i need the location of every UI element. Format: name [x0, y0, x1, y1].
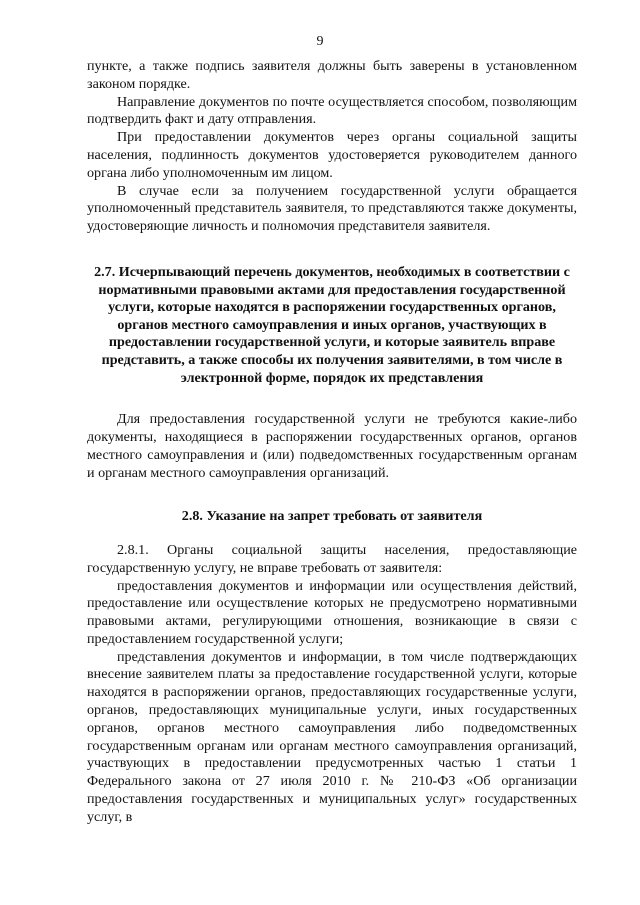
section-2-7-body: Для предоставления государственной услуги не требуются какие-либо документы, находящиеся в распоряжении государственных органов, органов местного самоуправления и (или) подведомственных государственным органам и органам местного самоуправления организаций. — [87, 411, 577, 481]
section-2-7-heading: 2.7. Исчерпывающий перечень документов, необходимых в соответствии с нормативными правовыми актами для предоставления государственной услуги, которые находятся в распоряжении государственных органов, органов местного самоуправления и иных органов, участвующих в предоставлении государственной услуги, и которые заявитель вправе представить, а также способы их получения заявителями, в том числе в электронной форме, порядок их представления — [94, 263, 570, 386]
paragraph-authorized-representative: В случае если за получением государственной услуги обращается уполномоченный представитель заявителя, то представляются также документы, удостоверяющие личность и полномочия представителя заявителя. — [87, 182, 577, 235]
section-2-8-heading: 2.8. Указание на запрет требовать от заявителя — [181, 508, 483, 525]
paragraph-continuation: пункте, а также подпись заявителя должны быть заверены в установленном законом порядке. — [87, 58, 577, 92]
section-2-8-item-documents-information: представления документов и информации, в том числе подтверждающих внесение заявителем платы за предоставление государственной услуги, которые находятся в распоряжении органов, предоставляющих государственные услуги, органов, предоставляющих муниципальные услуги, иных государственных органов, органов местного самоуправления либо подведомственных государственным органам или органам местного самоуправления организаций, участвующих в предоставлении предусмотренных частью 1 статьи 1 Федерального закона от 27 июля 2010 г. № 210-ФЗ «Об организации предоставления государственных и муниципальных услуг» государственных услуг, в — [87, 648, 577, 825]
section-2-8-item-documents-actions: предоставления документов и информации или осуществления действий, предоставление или осуществление которых не предусмотрено нормативными правовыми актами, регулирующими отношения, возникающие в связи с предоставлением государственной услуги; — [87, 577, 577, 647]
paragraph-mail-delivery: Направление документов по почте осуществляется способом, позволяющим подтвердить факт и дату отправления. — [87, 93, 577, 128]
document-body — [87, 58, 577, 827]
section-2-8-1-paragraph: 2.8.1. Органы социальной защиты населения, предоставляющие государственную услугу, не вправе требовать от заявителя: — [87, 541, 577, 576]
paragraph-social-protection-authentication: При предоставлении документов через органы социальной защиты населения, подлинность документов удостоверяется руководителем данного органа либо уполномоченным им лицом. — [87, 129, 577, 181]
page-number: 9 — [316, 34, 324, 49]
